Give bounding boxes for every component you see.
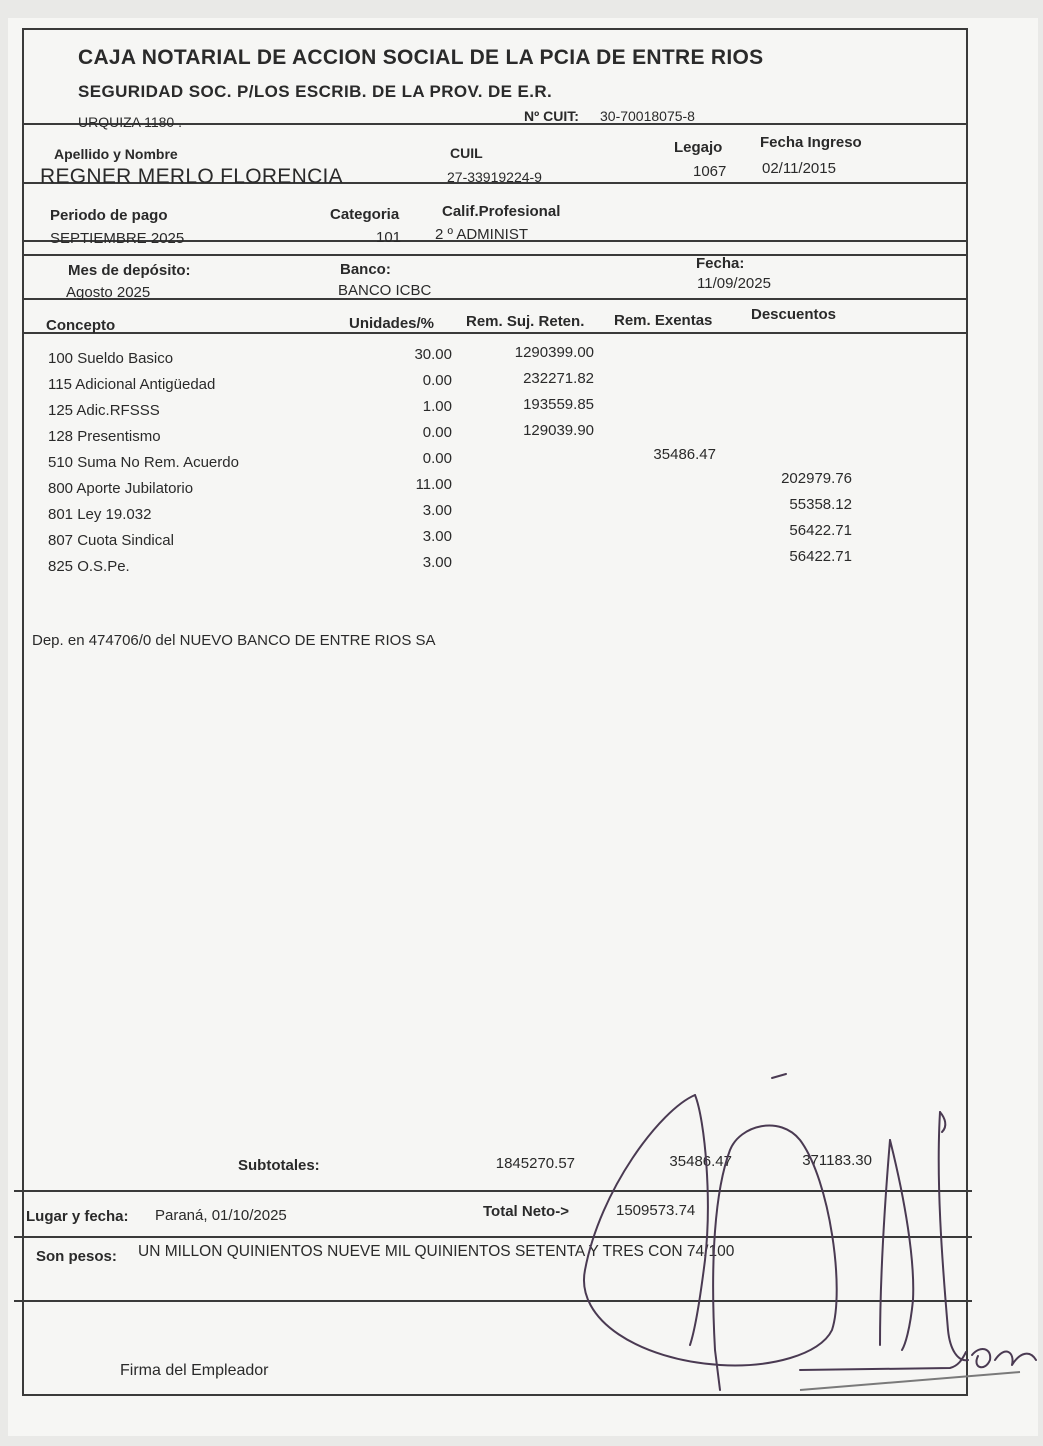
cell-unidades: 30.00: [414, 346, 452, 363]
son-pesos-value: UN MILLON QUINIENTOS NUEVE MIL QUINIENTOS SETENTA Y TRES CON 74/100: [138, 1243, 735, 1260]
cell-unidades: 3.00: [422, 528, 452, 545]
cell-concepto: 115 Adicional Antigüedad: [48, 376, 216, 393]
col-header-rem-suj: Rem. Suj. Reten.: [466, 313, 585, 330]
cell-rem-suj: 232271.82: [523, 370, 594, 387]
cell-concepto: 807 Cuota Sindical: [48, 532, 174, 549]
cell-descuentos: 56422.71: [789, 522, 852, 539]
cuit-value: 30-70018075-8: [600, 108, 695, 124]
periodo-value: SEPTIEMBRE 2025: [50, 230, 185, 247]
divider-table-header: [22, 332, 968, 334]
subtotal-rem-suj: 1845270.57: [495, 1155, 575, 1172]
employee-name: REGNER MERLO FLORENCIA: [40, 165, 343, 188]
mes-deposito-label: Mes de depósito:: [68, 262, 191, 279]
firma-label: Firma del Empleador: [120, 1362, 269, 1379]
employer-subtitle: SEGURIDAD SOC. P/LOS ESCRIB. DE LA PROV. DE E.R.: [78, 82, 553, 101]
cell-concepto: 510 Suma No Rem. Acuerdo: [48, 454, 239, 471]
col-header-descuentos: Descuentos: [751, 306, 837, 323]
cell-concepto: 100 Sueldo Basico: [48, 350, 174, 367]
cell-concepto: 801 Ley 19.032: [48, 506, 152, 523]
fecha-ingreso-value: 02/11/2015: [762, 160, 836, 177]
col-header-unidades: Unidades/%: [349, 315, 435, 332]
subtotal-descuentos: 371183.30: [802, 1152, 872, 1169]
cell-descuentos: 202979.76: [781, 470, 852, 487]
calif-value: 2 º ADMINIST: [435, 226, 528, 243]
calif-label: Calif.Profesional: [442, 203, 561, 220]
employer-address: URQUIZA 1180 .: [78, 114, 183, 130]
periodo-label: Periodo de pago: [50, 207, 168, 224]
divider-period-2: [22, 254, 968, 256]
cell-concepto: 125 Adic.RFSSS: [48, 402, 160, 419]
subtotales-label: Subtotales:: [238, 1157, 320, 1174]
fecha-deposito-value: 11/09/2025: [697, 275, 771, 292]
deposit-note: Dep. en 474706/0 del NUEVO BANCO DE ENTRE RIOS SA: [32, 632, 436, 649]
cell-unidades: 1.00: [422, 398, 452, 415]
divider-subtotals: [14, 1190, 972, 1192]
cell-unidades: 3.00: [422, 502, 452, 519]
divider-deposit: [22, 298, 968, 300]
mes-deposito-value: Agosto 2025: [66, 284, 151, 301]
cell-unidades: 0.00: [422, 372, 452, 389]
employer-title: CAJA NOTARIAL DE ACCION SOCIAL DE LA PCIA DE ENTRE RIOS: [78, 46, 764, 69]
legajo-value: 1067: [693, 163, 727, 180]
cell-unidades: 11.00: [415, 476, 452, 493]
name-label: Apellido y Nombre: [54, 146, 178, 162]
cell-unidades: 3.00: [422, 554, 452, 571]
cell-rem-suj: 193559.85: [523, 396, 594, 413]
cell-rem-suj: 1290399.00: [514, 344, 594, 361]
lugar-label: Lugar y fecha:: [26, 1208, 129, 1225]
cell-unidades: 0.00: [422, 450, 452, 467]
cuit-label: Nº CUIT:: [524, 108, 579, 124]
cuil-label: CUIL: [450, 145, 483, 161]
cuil-value: 27-33919224-9: [447, 169, 542, 185]
total-neto-label: Total Neto->: [483, 1203, 569, 1220]
col-header-rem-exentas: Rem. Exentas: [614, 312, 713, 329]
divider-lugar: [14, 1236, 972, 1238]
cell-descuentos: 55358.12: [789, 496, 852, 513]
fecha-ingreso-label: Fecha Ingreso: [760, 134, 862, 151]
fecha-deposito-label: Fecha:: [696, 255, 745, 272]
subtotal-rem-exentas: 35486.47: [669, 1153, 732, 1170]
categoria-label: Categoria: [330, 206, 400, 223]
cell-concepto: 800 Aporte Jubilatorio: [48, 480, 194, 497]
col-header-concepto: Concepto: [46, 317, 116, 334]
cell-rem-suj: 129039.90: [523, 422, 594, 439]
cell-concepto: 128 Presentismo: [48, 428, 161, 445]
cell-concepto: 825 O.S.Pe.: [48, 558, 130, 575]
banco-value: BANCO ICBC: [338, 282, 432, 299]
categoria-value: 101: [376, 229, 402, 246]
banco-label: Banco:: [340, 261, 391, 278]
legajo-label: Legajo: [674, 139, 723, 156]
cell-unidades: 0.00: [422, 424, 452, 441]
divider-son-pesos: [14, 1300, 972, 1302]
cell-descuentos: 56422.71: [789, 548, 852, 565]
total-neto-value: 1509573.74: [616, 1202, 696, 1219]
lugar-value: Paraná, 01/10/2025: [155, 1207, 287, 1224]
cell-rem-exentas: 35486.47: [653, 446, 716, 463]
son-pesos-label: Son pesos:: [36, 1248, 117, 1265]
